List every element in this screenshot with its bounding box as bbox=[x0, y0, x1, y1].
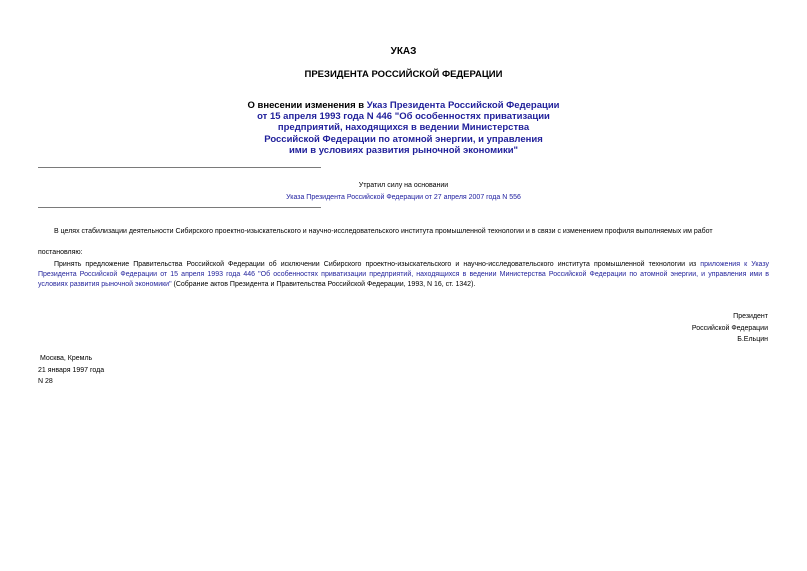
decision-paragraph bbox=[38, 260, 769, 290]
amended-decree-link-line-1: Указ Президента Российской Федерации bbox=[366, 100, 560, 111]
repealing-decree-link[interactable]: Указа Президента Российской Федерации от 27 апреля 2007 года N 556 bbox=[286, 194, 521, 201]
amended-decree-link-line-4: Российской Федерации по атомной энергии, и управления bbox=[264, 133, 543, 145]
repeal-status-note bbox=[0, 180, 807, 204]
decree-operative-word: постановляю: bbox=[38, 249, 83, 256]
decision-text: Принять предложение Правительства Российской Федерации об исключении Сибирского проектно-изыскательского и научно-исследовательского института промышленной технологии из bbox=[54, 261, 701, 268]
place-date-block bbox=[38, 353, 104, 388]
status-divider-bottom bbox=[38, 207, 321, 208]
signatory-name: Б.Ельцин bbox=[737, 336, 768, 343]
document-number: N 28 bbox=[38, 378, 53, 385]
amended-decree-link-line-5: ими в условиях развития рыночной экономики" bbox=[288, 144, 519, 156]
document-type-heading: УКАЗ bbox=[390, 46, 417, 57]
signatory-title-line-1: Президент bbox=[733, 313, 768, 320]
subject-prefix: О внесении изменения в bbox=[247, 100, 367, 111]
preamble-paragraph: В целях стабилизации деятельности Сибирского проектно-изыскательского и научно-исследовательского института промышленной технологии и в связи с изменением профиля выполняемых им работ bbox=[54, 228, 713, 235]
signing-date: 21 января 1997 года bbox=[38, 366, 105, 374]
status-divider-top bbox=[38, 167, 321, 168]
decree-appendix-link[interactable]: приложения к Указу Президента Российской Федерации от 15 апреля 1993 года 446 "Об особенностях приватизации предприятий, находящихся в ведении Министерства Российской Федерации по атомной энергии, и управления ими в условиях развития рыночной экономики" bbox=[38, 261, 769, 288]
signature-block bbox=[692, 311, 768, 346]
repeal-status-label: Утратил силу на основании bbox=[358, 182, 449, 189]
amended-decree-link-line-3: предприятий, находящихся в ведении Министерства bbox=[277, 122, 530, 134]
signing-place: Москва, Кремль bbox=[40, 355, 93, 362]
issuing-authority-heading: ПРЕЗИДЕНТА РОССИЙСКОЙ ФЕДЕРАЦИИ bbox=[304, 69, 503, 80]
signatory-title-line-2: Российской Федерации bbox=[691, 324, 768, 332]
document-subject-title bbox=[0, 100, 807, 156]
amended-decree-link-line-2: от 15 апреля 1993 года N 446 "Об особенностях приватизации bbox=[257, 111, 550, 123]
decision-source-citation: (Собрание актов Президента и Правительства Российской Федерации, 1993, N 16, ст. 1342). bbox=[171, 281, 476, 288]
